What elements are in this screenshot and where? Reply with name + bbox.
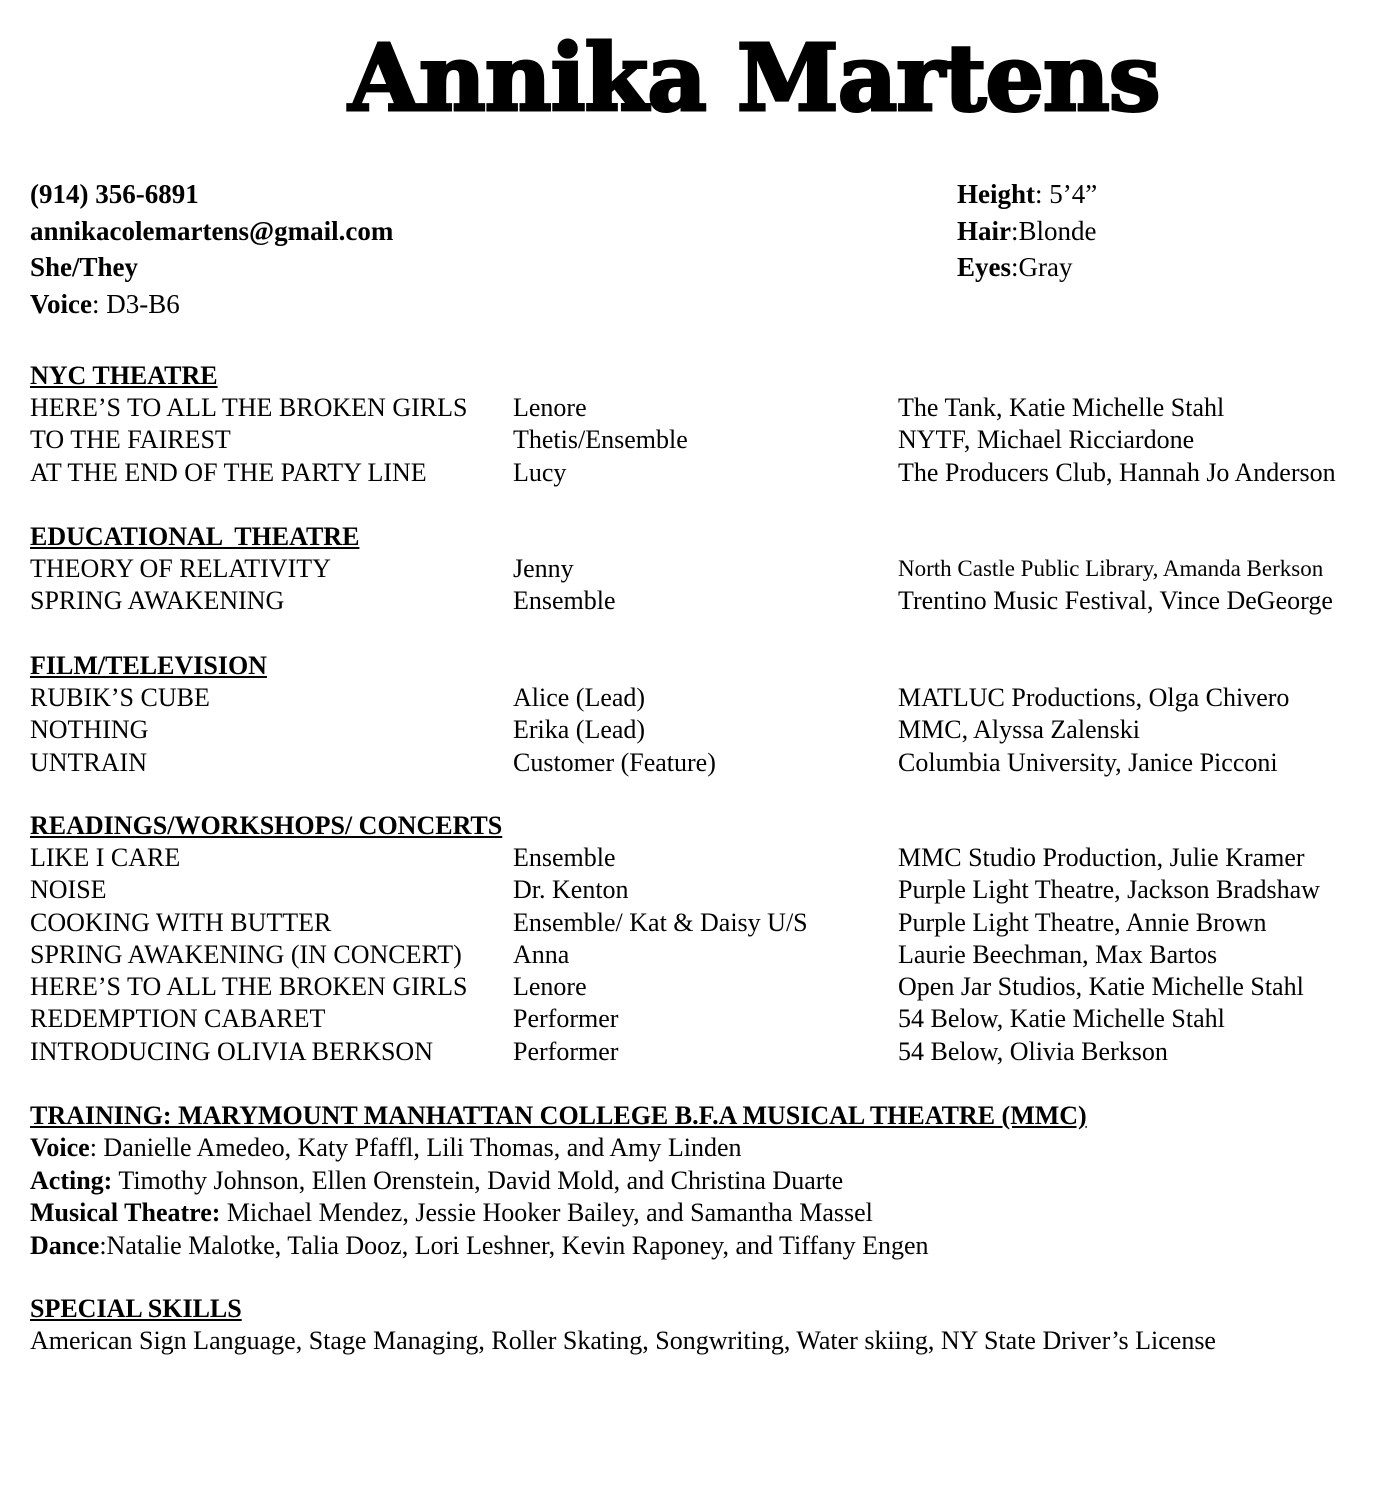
role: Lucy xyxy=(513,457,567,487)
venue: The Tank, Katie Michelle Stahl xyxy=(898,393,1225,422)
role: Lenore xyxy=(513,972,587,1002)
role: Performer xyxy=(513,1036,619,1066)
eyes xyxy=(957,249,1097,286)
credit-row xyxy=(30,457,1380,489)
credit-row xyxy=(30,585,1380,617)
stats-block xyxy=(957,176,1097,286)
show-title: THEORY OF RELATIVITY xyxy=(30,554,331,583)
credit-row xyxy=(30,971,1380,1003)
section-title: NYC THEATRE xyxy=(30,361,218,390)
show-title: HERE’S TO ALL THE BROKEN GIRLS xyxy=(30,393,468,422)
role: Ensemble xyxy=(513,586,616,616)
venue: Columbia University, Janice Picconi xyxy=(898,747,1278,777)
section-title: TRAINING: MARYMOUNT MANHATTAN COLLEGE B.F.A MUSICAL THEATRE (MMC) xyxy=(30,1101,1087,1130)
training-teachers: : Danielle Amedeo, Katy Pfaffl, Lili Thomas, and Amy Linden xyxy=(89,1133,742,1162)
show-title: NOISE xyxy=(30,875,107,905)
hair xyxy=(957,213,1097,250)
venue: Purple Light Theatre, Annie Brown xyxy=(898,907,1267,937)
phone: (914) 356-6891 xyxy=(30,179,199,209)
venue: MMC, Alyssa Zalenski xyxy=(898,715,1140,745)
section-title: READINGS/WORKSHOPS/ CONCERTS xyxy=(30,811,503,840)
show-title: UNTRAIN xyxy=(30,747,147,777)
eyes-label: Eyes xyxy=(957,252,1011,282)
section-title: EDUCATIONAL THEATRE xyxy=(30,522,360,551)
section-title: FILM/TELEVISION xyxy=(30,651,267,680)
show-title: HERE’S TO ALL THE BROKEN GIRLS xyxy=(30,972,468,1002)
section-readings-workshops-concerts xyxy=(30,810,1380,1068)
voice-label: Voice xyxy=(30,288,92,319)
show-title: SPRING AWAKENING xyxy=(30,586,285,616)
role: Ensemble xyxy=(513,843,616,872)
venue: Open Jar Studios, Katie Michelle Stahl xyxy=(898,972,1304,1002)
venue: Purple Light Theatre, Jackson Bradshaw xyxy=(898,875,1320,905)
credit-row xyxy=(30,842,1380,874)
credit-row xyxy=(30,907,1380,939)
section-nyc-theatre xyxy=(30,360,1380,489)
show-title: TO THE FAIREST xyxy=(30,425,231,455)
credit-row xyxy=(30,392,1380,424)
voice-value: : D3-B6 xyxy=(92,288,180,319)
training-teachers: :Natalie Malotke, Talia Dooz, Lori Leshner, Kevin Raponey, and Tiffany Engen xyxy=(99,1230,929,1260)
voice-range xyxy=(30,286,393,323)
venue: North Castle Public Library, Amanda Berkson xyxy=(898,556,1324,581)
section-film-television xyxy=(30,650,1380,779)
section-title: SPECIAL SKILLS xyxy=(30,1294,242,1323)
role: Jenny xyxy=(513,554,574,583)
role: Performer xyxy=(513,1004,619,1034)
venue: Trentino Music Festival, Vince DeGeorge xyxy=(898,586,1333,616)
show-title: RUBIK’S CUBE xyxy=(30,683,210,712)
credit-row xyxy=(30,682,1380,714)
credit-row xyxy=(30,424,1380,456)
venue: 54 Below, Olivia Berkson xyxy=(898,1036,1168,1066)
role: Erika (Lead) xyxy=(513,715,646,745)
height xyxy=(957,176,1097,213)
credit-row xyxy=(30,874,1380,906)
training-label: Musical Theatre: xyxy=(30,1198,221,1227)
training-acting xyxy=(30,1165,1380,1198)
role: Alice (Lead) xyxy=(513,683,646,712)
training-voice xyxy=(30,1132,1380,1165)
role: Thetis/Ensemble xyxy=(513,425,688,455)
contact-block xyxy=(30,176,393,322)
show-title: AT THE END OF THE PARTY LINE xyxy=(30,457,427,487)
height-label: Height xyxy=(957,179,1035,209)
venue: 54 Below, Katie Michelle Stahl xyxy=(898,1004,1225,1034)
credit-row xyxy=(30,747,1380,779)
height-value: : 5’4” xyxy=(1035,179,1098,209)
show-title: REDEMPTION CABARET xyxy=(30,1004,326,1034)
hair-label: Hair xyxy=(957,215,1011,246)
show-title: SPRING AWAKENING (IN CONCERT) xyxy=(30,939,462,969)
show-title: INTRODUCING OLIVIA BERKSON xyxy=(30,1036,433,1066)
show-title: COOKING WITH BUTTER xyxy=(30,907,332,937)
email: annikacolemartens@gmail.com xyxy=(30,215,394,246)
role: Lenore xyxy=(513,393,587,422)
show-title: NOTHING xyxy=(30,715,149,745)
resume-name: Annika Martens xyxy=(348,24,1160,132)
pronouns: She/They xyxy=(30,252,139,282)
venue: MMC Studio Production, Julie Kramer xyxy=(898,843,1305,872)
section-educational-theatre xyxy=(30,521,1380,618)
training-teachers: Michael Mendez, Jessie Hooker Bailey, and Samantha Massel xyxy=(220,1198,873,1227)
section-training xyxy=(30,1100,1380,1262)
skills-list: American Sign Language, Stage Managing, Roller Skating, Songwriting, Water skiing, NY State Driver’s License xyxy=(30,1326,1216,1355)
training-dance xyxy=(30,1230,1380,1263)
training-musical-theatre xyxy=(30,1197,1380,1230)
section-special-skills xyxy=(30,1293,1380,1358)
credit-row xyxy=(30,939,1380,971)
credit-row xyxy=(30,1036,1380,1068)
venue: Laurie Beechman, Max Bartos xyxy=(898,939,1218,969)
show-title: LIKE I CARE xyxy=(30,843,181,872)
venue: The Producers Club, Hannah Jo Anderson xyxy=(898,457,1336,487)
credit-row xyxy=(30,553,1380,585)
credit-row xyxy=(30,1003,1380,1035)
hair-value: :Blonde xyxy=(1011,215,1097,246)
role: Dr. Kenton xyxy=(513,875,629,905)
venue: MATLUC Productions, Olga Chivero xyxy=(898,683,1290,712)
training-label: Acting: xyxy=(30,1165,113,1195)
training-teachers: Timothy Johnson, Ellen Orenstein, David Mold, and Christina Duarte xyxy=(112,1165,844,1195)
training-label: Dance xyxy=(30,1230,100,1260)
training-label: Voice xyxy=(30,1133,90,1162)
role: Anna xyxy=(513,939,570,969)
eyes-value: :Gray xyxy=(1011,252,1073,282)
credit-row xyxy=(30,714,1380,746)
venue: NYTF, Michael Ricciardone xyxy=(898,425,1195,455)
role: Customer (Feature) xyxy=(513,747,716,777)
role: Ensemble/ Kat & Daisy U/S xyxy=(513,907,808,937)
